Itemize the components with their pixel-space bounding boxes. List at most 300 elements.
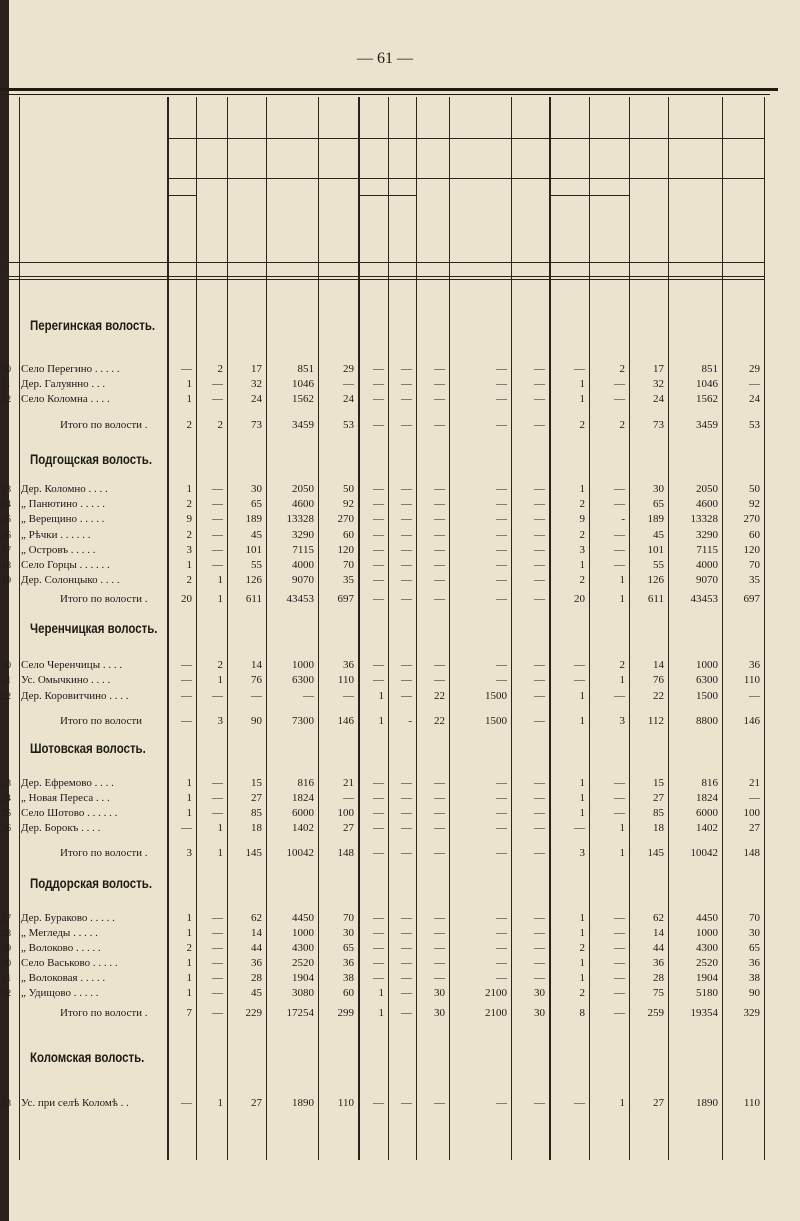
cell-col-14: 1: [619, 593, 625, 605]
cell-col-13: 1: [579, 777, 585, 789]
total-label: Итого по волости .: [60, 419, 148, 431]
cell-col-16: 4000: [696, 559, 718, 571]
total-label: Итого по волости: [60, 715, 143, 727]
cell-col-4: 2: [217, 659, 223, 671]
cell-col-5: 27: [251, 1097, 262, 1109]
cell-col-4: —: [212, 987, 223, 999]
row-number: 13: [2, 484, 11, 494]
row-number: 19: [2, 575, 11, 585]
cell-col-12: —: [534, 513, 545, 525]
cell-col-11: —: [496, 674, 507, 686]
settlement-name: Дер. Коломно . . . .: [21, 483, 108, 495]
cell-col-14: —: [614, 927, 625, 939]
cell-col-8: —: [373, 574, 384, 586]
cell-col-14: 3: [619, 715, 625, 727]
cell-col-4: —: [212, 942, 223, 954]
cell-col-4: —: [212, 972, 223, 984]
cell-col-16: 1904: [696, 972, 718, 984]
cell-col-6: 4300: [292, 942, 314, 954]
settlement-name: „ Новая Переса . . .: [21, 792, 110, 804]
cell-col-16: 816: [701, 777, 718, 789]
cell-col-13: 1: [579, 393, 585, 405]
cell-col-4: 1: [217, 847, 223, 859]
cell-col-16: 1824: [696, 792, 718, 804]
cell-col-11: —: [496, 593, 507, 605]
cell-col-5: 611: [245, 593, 262, 605]
total-label: Итого по волости .: [60, 593, 148, 605]
cell-col-9: —: [401, 792, 412, 804]
cell-col-12: —: [534, 529, 545, 541]
cell-col-9: —: [401, 559, 412, 571]
cell-col-8: —: [373, 363, 384, 375]
cell-col-4: —: [212, 957, 223, 969]
row-number: 12: [2, 394, 11, 404]
table-row: [0, 673, 800, 688]
cell-col-15: 112: [647, 715, 664, 727]
cell-col-9: —: [401, 378, 412, 390]
settlement-name: Ус. при селѣ Коломѣ . .: [21, 1097, 129, 1109]
cell-col-8: —: [373, 822, 384, 834]
cell-col-7: 65: [343, 942, 354, 954]
table-row: [0, 926, 800, 941]
cell-col-15: 14: [653, 927, 664, 939]
cell-col-15: 30: [653, 483, 664, 495]
cell-col-11: —: [496, 972, 507, 984]
header-rule: [167, 178, 764, 179]
total-row: [0, 846, 800, 861]
cell-col-16: 6300: [696, 674, 718, 686]
cell-col-14: 1: [619, 847, 625, 859]
cell-col-16: 3290: [696, 529, 718, 541]
row-number: 31: [2, 973, 11, 983]
cell-col-4: 3: [217, 715, 223, 727]
cell-col-7: 270: [337, 513, 354, 525]
cell-col-8: —: [373, 393, 384, 405]
cell-col-9: —: [401, 544, 412, 556]
cell-col-5: 15: [251, 777, 262, 789]
cell-col-13: —: [574, 674, 585, 686]
cell-col-8: —: [373, 419, 384, 431]
cell-col-4: —: [212, 498, 223, 510]
cell-col-13: —: [574, 1097, 585, 1109]
cell-col-6: 1000: [292, 927, 314, 939]
cell-col-4: —: [212, 912, 223, 924]
settlement-name: Село Черенчицы . . . .: [21, 659, 123, 671]
cell-col-14: —: [614, 544, 625, 556]
cell-col-3: 2: [186, 529, 192, 541]
header-rule: [0, 279, 764, 280]
cell-col-8: —: [373, 807, 384, 819]
cell-col-14: —: [614, 483, 625, 495]
cell-col-9: —: [401, 847, 412, 859]
cell-col-8: —: [373, 847, 384, 859]
cell-col-8: —: [373, 593, 384, 605]
cell-col-11: —: [496, 659, 507, 671]
cell-col-6: 1824: [292, 792, 314, 804]
cell-col-7: 50: [343, 483, 354, 495]
cell-col-9: —: [401, 419, 412, 431]
volost-title: Черенчицкая волость.: [30, 620, 158, 636]
cell-col-8: —: [373, 529, 384, 541]
cell-col-12: —: [534, 659, 545, 671]
cell-col-6: 1904: [292, 972, 314, 984]
cell-col-10: —: [434, 957, 445, 969]
cell-col-15: 259: [647, 1007, 664, 1019]
header-rule: [167, 138, 764, 139]
table-row: [0, 497, 800, 512]
cell-col-6: 851: [297, 363, 314, 375]
cell-col-15: 189: [647, 513, 664, 525]
cell-col-17: 21: [749, 777, 760, 789]
cell-col-10: —: [434, 529, 445, 541]
cell-col-9: -: [408, 715, 412, 727]
cell-col-5: 44: [251, 942, 262, 954]
cell-col-13: 1: [579, 715, 585, 727]
cell-col-14: 1: [619, 822, 625, 834]
cell-col-16: 7115: [696, 544, 718, 556]
cell-col-3: 3: [186, 847, 192, 859]
cell-col-3: 2: [186, 419, 192, 431]
cell-col-5: 32: [251, 378, 262, 390]
cell-col-14: 2: [619, 659, 625, 671]
volost-title: Шотовская волость.: [30, 740, 146, 756]
cell-col-7: 27: [343, 822, 354, 834]
cell-col-14: —: [614, 777, 625, 789]
cell-col-6: 1000: [292, 659, 314, 671]
cell-col-17: —: [749, 378, 760, 390]
cell-col-6: —: [303, 690, 314, 702]
table-row: [0, 986, 800, 1001]
cell-col-17: 110: [743, 674, 760, 686]
cell-col-16: 1000: [696, 927, 718, 939]
cell-col-14: 1: [619, 674, 625, 686]
cell-col-8: —: [373, 1097, 384, 1109]
cell-col-17: 29: [749, 363, 760, 375]
cell-col-3: —: [181, 674, 192, 686]
table-row: [0, 689, 800, 704]
table-row: [0, 776, 800, 791]
cell-col-14: —: [614, 1007, 625, 1019]
cell-col-12: —: [534, 1097, 545, 1109]
cell-col-17: —: [749, 792, 760, 804]
cell-col-6: 7115: [292, 544, 314, 556]
cell-col-12: —: [534, 574, 545, 586]
cell-col-8: —: [373, 483, 384, 495]
cell-col-14: —: [614, 987, 625, 999]
cell-col-13: 2: [579, 574, 585, 586]
cell-col-5: 24: [251, 393, 262, 405]
cell-col-7: 110: [337, 674, 354, 686]
cell-col-4: 1: [217, 674, 223, 686]
cell-col-10: 30: [434, 1007, 445, 1019]
cell-col-14: —: [614, 912, 625, 924]
cell-col-7: 110: [337, 1097, 354, 1109]
cell-col-13: 2: [579, 987, 585, 999]
cell-col-8: —: [373, 927, 384, 939]
cell-col-15: 17: [653, 363, 664, 375]
cell-col-6: 3459: [292, 419, 314, 431]
cell-col-12: —: [534, 483, 545, 495]
cell-col-12: 30: [534, 987, 545, 999]
cell-col-3: 2: [186, 498, 192, 510]
table-row: [0, 911, 800, 926]
cell-col-8: 1: [378, 987, 384, 999]
cell-col-9: —: [401, 807, 412, 819]
row-number: 11: [2, 379, 11, 389]
cell-col-7: 21: [343, 777, 354, 789]
cell-col-3: 1: [186, 559, 192, 571]
header-rule: [167, 195, 197, 196]
cell-col-3: 1: [186, 972, 192, 984]
cell-col-8: —: [373, 378, 384, 390]
cell-col-4: 2: [217, 419, 223, 431]
cell-col-13: 1: [579, 690, 585, 702]
cell-col-11: —: [496, 847, 507, 859]
cell-col-9: —: [401, 659, 412, 671]
cell-col-16: 4450: [696, 912, 718, 924]
cell-col-10: —: [434, 807, 445, 819]
cell-col-10: —: [434, 942, 445, 954]
total-row: [0, 714, 800, 729]
cell-col-5: 27: [251, 792, 262, 804]
cell-col-12: —: [534, 957, 545, 969]
cell-col-6: 7300: [292, 715, 314, 727]
cell-col-5: 229: [245, 1007, 262, 1019]
cell-col-8: —: [373, 659, 384, 671]
cell-col-15: 145: [647, 847, 664, 859]
cell-col-10: —: [434, 912, 445, 924]
cell-col-13: —: [574, 659, 585, 671]
cell-col-12: —: [534, 715, 545, 727]
cell-col-4: —: [212, 544, 223, 556]
cell-col-6: 2050: [292, 483, 314, 495]
cell-col-13: 1: [579, 972, 585, 984]
cell-col-13: 1: [579, 559, 585, 571]
cell-col-16: 6000: [696, 807, 718, 819]
cell-col-15: 73: [653, 419, 664, 431]
cell-col-12: —: [534, 393, 545, 405]
cell-col-5: 36: [251, 957, 262, 969]
cell-col-13: 20: [574, 593, 585, 605]
cell-col-3: —: [181, 822, 192, 834]
cell-col-17: 329: [743, 1007, 760, 1019]
cell-col-6: 4000: [292, 559, 314, 571]
cell-col-8: —: [373, 674, 384, 686]
cell-col-14: —: [614, 942, 625, 954]
cell-col-11: —: [496, 574, 507, 586]
cell-col-5: 85: [251, 807, 262, 819]
cell-col-11: —: [496, 559, 507, 571]
cell-col-11: 2100: [485, 1007, 507, 1019]
row-number: 29: [2, 943, 11, 953]
cell-col-15: 55: [653, 559, 664, 571]
cell-col-6: 6000: [292, 807, 314, 819]
settlement-name: „ Рѣчки . . . . . .: [21, 529, 91, 541]
cell-col-7: —: [343, 690, 354, 702]
cell-col-12: —: [534, 544, 545, 556]
cell-col-3: 3: [186, 544, 192, 556]
cell-col-12: —: [534, 363, 545, 375]
cell-col-3: 20: [181, 593, 192, 605]
cell-col-12: —: [534, 777, 545, 789]
cell-col-9: —: [401, 957, 412, 969]
table-row: [0, 362, 800, 377]
cell-col-14: —: [614, 393, 625, 405]
cell-col-5: 90: [251, 715, 262, 727]
cell-col-12: —: [534, 498, 545, 510]
cell-col-4: —: [212, 378, 223, 390]
cell-col-9: —: [401, 822, 412, 834]
cell-col-5: 55: [251, 559, 262, 571]
row-number: 27: [2, 913, 11, 923]
cell-col-12: —: [534, 674, 545, 686]
table-row: [0, 791, 800, 806]
cell-col-14: —: [614, 559, 625, 571]
table-row: [0, 806, 800, 821]
cell-col-5: 28: [251, 972, 262, 984]
row-number: 32: [2, 988, 11, 998]
settlement-name: „ Волоково . . . . .: [21, 942, 101, 954]
cell-col-4: —: [212, 483, 223, 495]
cell-col-11: —: [496, 912, 507, 924]
cell-col-8: 1: [378, 715, 384, 727]
cell-col-10: —: [434, 363, 445, 375]
row-number: 21: [2, 675, 11, 685]
cell-col-3: 2: [186, 942, 192, 954]
cell-col-6: 1890: [292, 1097, 314, 1109]
cell-col-11: —: [496, 1097, 507, 1109]
cell-col-13: 1: [579, 807, 585, 819]
cell-col-7: 60: [343, 529, 354, 541]
cell-col-12: —: [534, 822, 545, 834]
cell-col-13: 8: [579, 1007, 585, 1019]
cell-col-3: —: [181, 690, 192, 702]
cell-col-14: 1: [619, 574, 625, 586]
cell-col-11: —: [496, 942, 507, 954]
cell-col-14: —: [614, 807, 625, 819]
cell-col-12: —: [534, 378, 545, 390]
cell-col-8: —: [373, 498, 384, 510]
cell-col-7: 299: [337, 1007, 354, 1019]
cell-col-12: —: [534, 912, 545, 924]
cell-col-3: —: [181, 1097, 192, 1109]
cell-col-4: —: [212, 529, 223, 541]
settlement-name: „ Островъ . . . . .: [21, 544, 96, 556]
cell-col-15: 36: [653, 957, 664, 969]
cell-col-7: —: [343, 378, 354, 390]
cell-col-15: 126: [647, 574, 664, 586]
cell-col-3: 1: [186, 483, 192, 495]
book-binding-edge: [0, 0, 9, 1221]
cell-col-17: 697: [743, 593, 760, 605]
cell-col-14: 2: [619, 419, 625, 431]
cell-col-10: 22: [434, 690, 445, 702]
cell-col-5: 101: [245, 544, 262, 556]
header-rule: [549, 195, 629, 196]
cell-col-13: 1: [579, 792, 585, 804]
cell-col-10: —: [434, 593, 445, 605]
cell-col-5: 76: [251, 674, 262, 686]
cell-col-3: —: [181, 659, 192, 671]
cell-col-11: 1500: [485, 715, 507, 727]
row-number: 18: [2, 560, 11, 570]
cell-col-17: 70: [749, 559, 760, 571]
cell-col-7: 70: [343, 559, 354, 571]
cell-col-15: 101: [647, 544, 664, 556]
table-row: [0, 528, 800, 543]
cell-col-15: 27: [653, 792, 664, 804]
cell-col-9: —: [401, 912, 412, 924]
cell-col-9: —: [401, 972, 412, 984]
cell-col-17: 35: [749, 574, 760, 586]
cell-col-12: —: [534, 559, 545, 571]
cell-col-11: 1500: [485, 690, 507, 702]
cell-col-15: 15: [653, 777, 664, 789]
cell-col-8: —: [373, 513, 384, 525]
settlement-name: „ Волоковая . . . . .: [21, 972, 106, 984]
cell-col-6: 43453: [286, 593, 314, 605]
cell-col-13: 1: [579, 483, 585, 495]
table-row: [0, 377, 800, 392]
cell-col-11: —: [496, 363, 507, 375]
top-rule-thin: [0, 94, 770, 95]
cell-col-8: —: [373, 942, 384, 954]
cell-col-15: 62: [653, 912, 664, 924]
cell-col-4: —: [212, 690, 223, 702]
cell-col-14: 1: [619, 1097, 625, 1109]
cell-col-10: —: [434, 674, 445, 686]
cell-col-7: 36: [343, 659, 354, 671]
cell-col-15: 611: [647, 593, 664, 605]
cell-col-15: 45: [653, 529, 664, 541]
cell-col-10: —: [434, 378, 445, 390]
cell-col-14: —: [614, 690, 625, 702]
cell-col-17: —: [749, 690, 760, 702]
cell-col-13: —: [574, 822, 585, 834]
cell-col-10: —: [434, 419, 445, 431]
table-row: [0, 1096, 800, 1111]
cell-col-12: —: [534, 792, 545, 804]
cell-col-7: 146: [337, 715, 354, 727]
table-row: [0, 971, 800, 986]
cell-col-16: 1562: [696, 393, 718, 405]
cell-col-4: —: [212, 792, 223, 804]
cell-col-7: 100: [337, 807, 354, 819]
cell-col-13: 2: [579, 942, 585, 954]
cell-col-17: 148: [743, 847, 760, 859]
cell-col-17: 38: [749, 972, 760, 984]
cell-col-12: 30: [534, 1007, 545, 1019]
cell-col-10: —: [434, 972, 445, 984]
cell-col-11: —: [496, 544, 507, 556]
cell-col-11: —: [496, 822, 507, 834]
cell-col-3: 9: [186, 513, 192, 525]
row-number: 24: [2, 793, 11, 803]
cell-col-3: 1: [186, 792, 192, 804]
cell-col-11: —: [496, 792, 507, 804]
cell-col-17: 120: [743, 544, 760, 556]
cell-col-6: 4600: [292, 498, 314, 510]
cell-col-13: 1: [579, 957, 585, 969]
cell-col-10: —: [434, 659, 445, 671]
cell-col-10: —: [434, 393, 445, 405]
cell-col-9: —: [401, 483, 412, 495]
cell-col-3: 1: [186, 378, 192, 390]
page-number: — 61 —: [357, 50, 413, 67]
table-row: [0, 821, 800, 836]
cell-col-9: —: [401, 927, 412, 939]
row-number: 10: [2, 364, 11, 374]
